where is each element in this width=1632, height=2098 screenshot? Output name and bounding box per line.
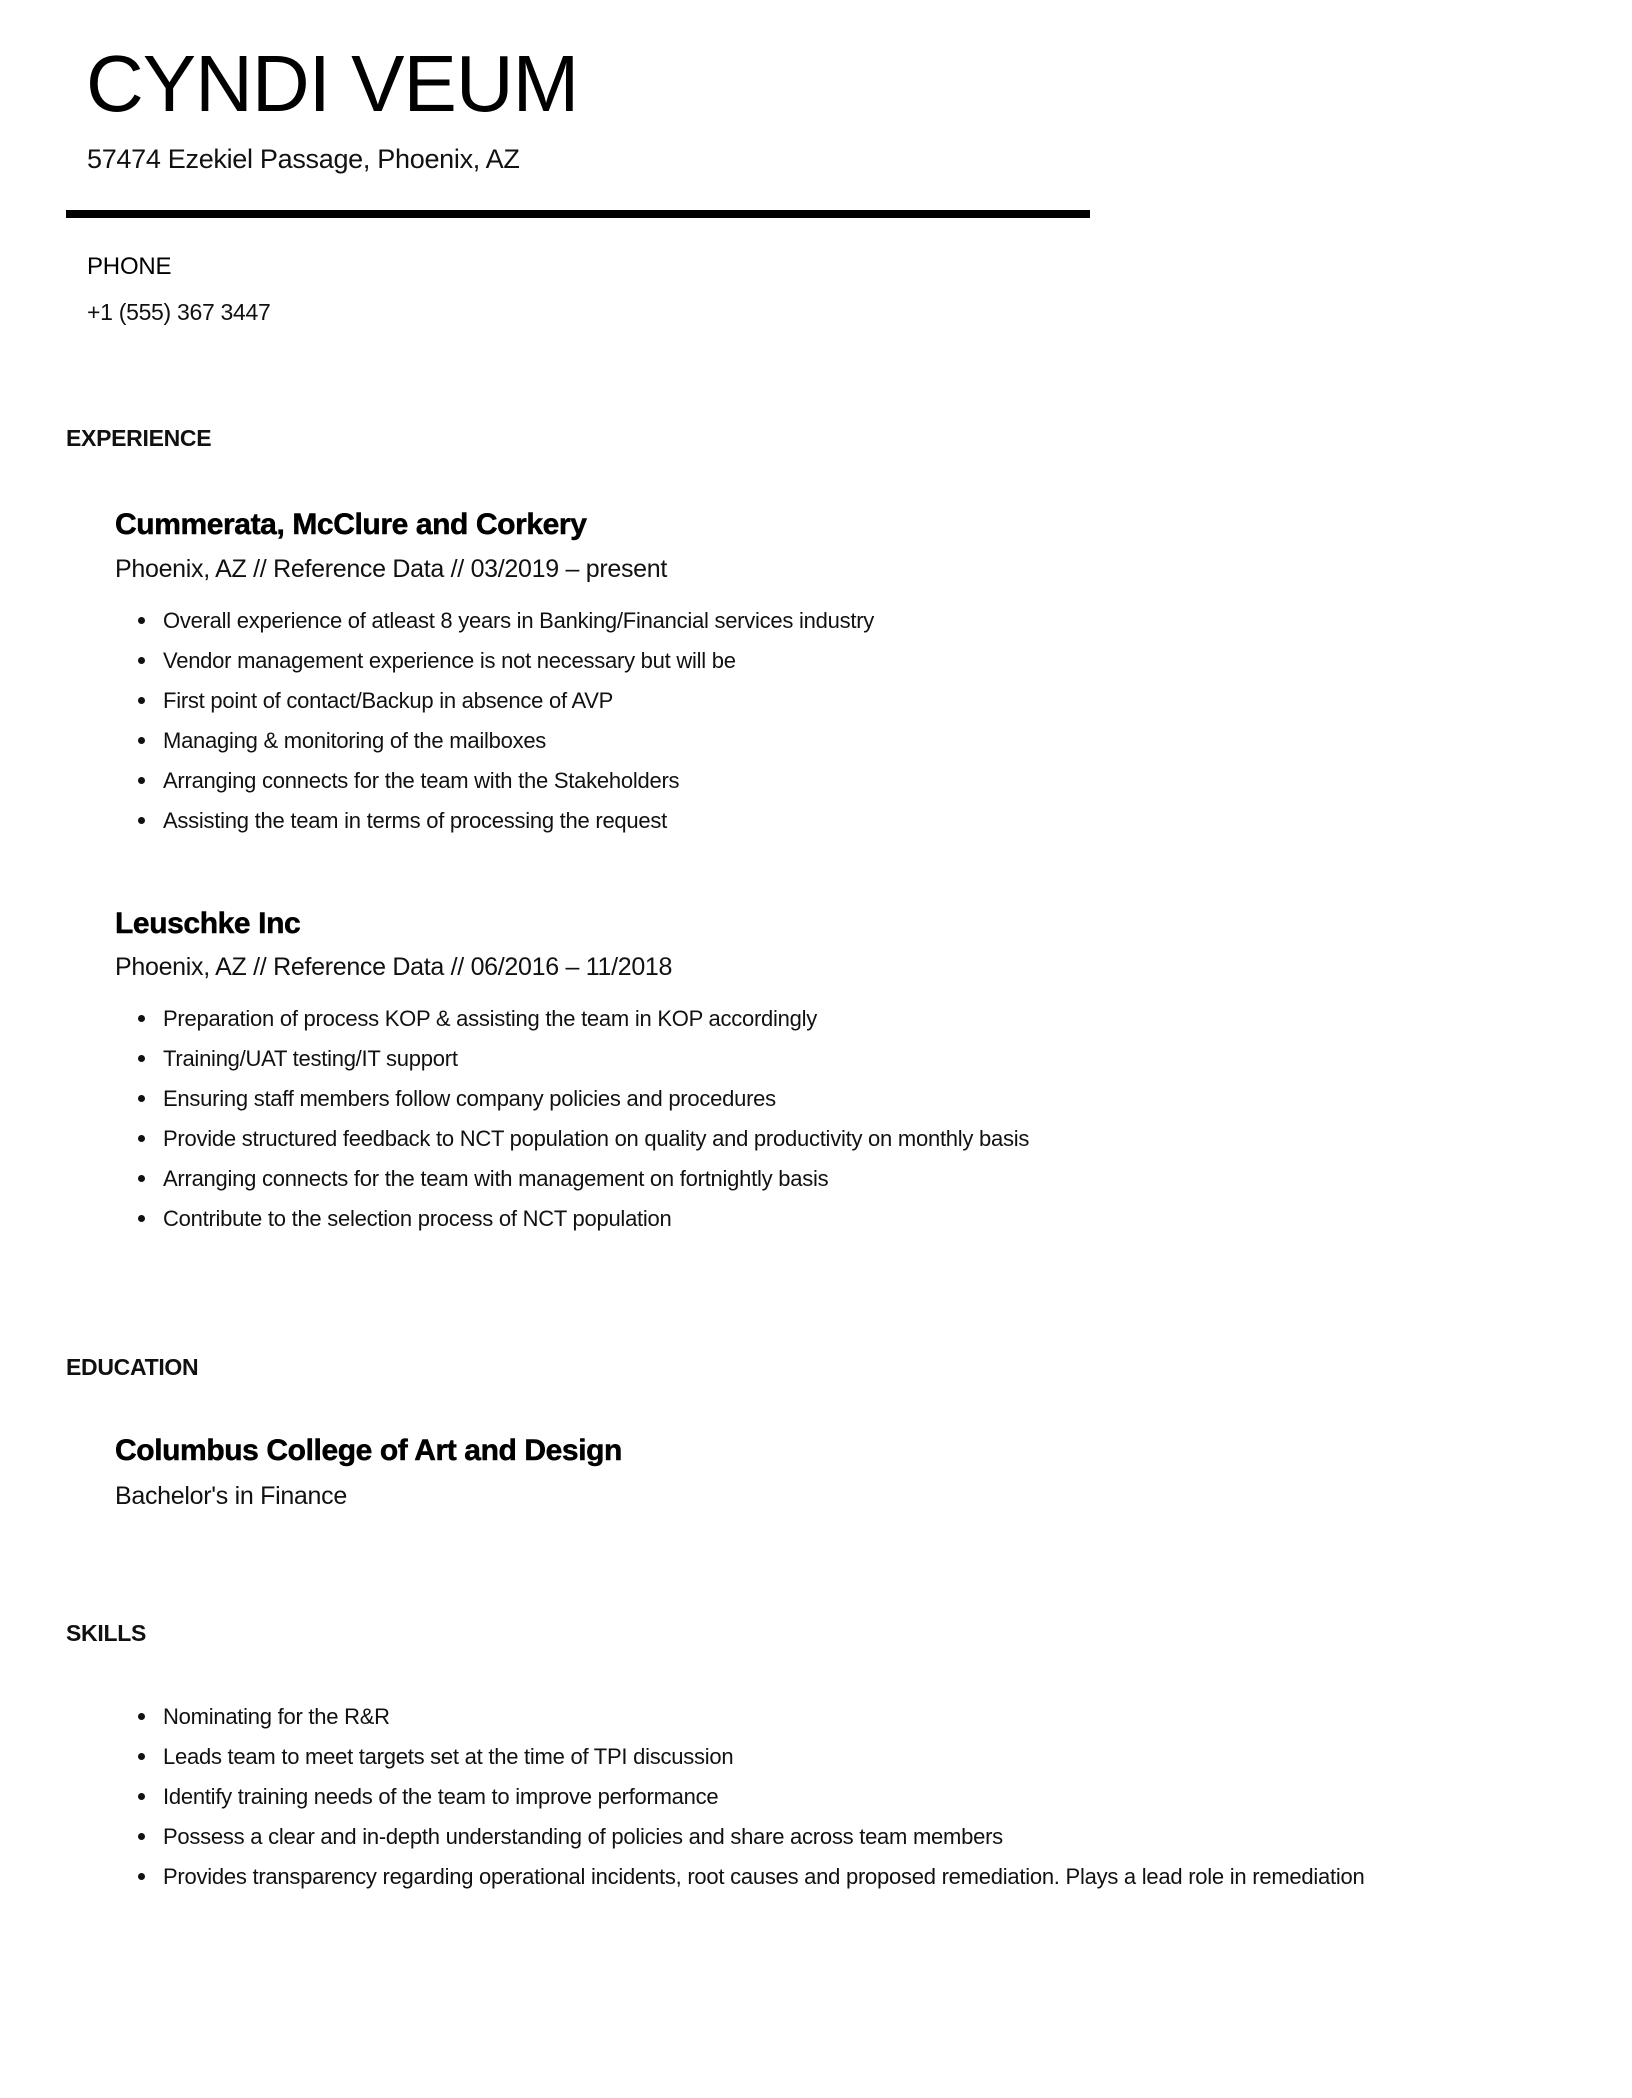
skills-heading: SKILLS xyxy=(66,1620,146,1646)
list-item-text: Provide structured feedback to NCT population on quality and productivity on monthly basis xyxy=(163,1126,1030,1151)
list-item-text: Leads team to meet targets set at the time of TPI discussion xyxy=(163,1744,734,1769)
bullet-icon xyxy=(138,1873,145,1880)
list-item xyxy=(163,1857,1463,1897)
bullet-icon xyxy=(138,1215,145,1222)
list-item-text: Nominating for the R&R xyxy=(163,1704,390,1729)
list-item xyxy=(163,1039,1463,1079)
list-item-text: Possess a clear and in-depth understanding of policies and share across team members xyxy=(163,1824,1003,1849)
bullet-icon xyxy=(138,1135,145,1142)
phone-value: +1 (555) 367 3447 xyxy=(87,299,271,325)
job-bullet-list xyxy=(163,601,1463,841)
bullet-icon xyxy=(138,1175,145,1182)
list-item xyxy=(163,1199,1463,1239)
bullet-icon xyxy=(138,1833,145,1840)
bullet-icon xyxy=(138,1753,145,1760)
bullet-icon xyxy=(138,1095,145,1102)
list-item-text: Contribute to the selection process of NCT population xyxy=(163,1206,672,1231)
list-item xyxy=(163,1777,1463,1817)
phone-label: PHONE xyxy=(87,253,172,280)
list-item-text: Preparation of process KOP & assisting the team in KOP accordingly xyxy=(163,1006,818,1031)
bullet-icon xyxy=(138,777,145,784)
job-company: Cummerata, McClure and Corkery xyxy=(115,508,587,541)
list-item-text: Training/UAT testing/IT support xyxy=(163,1046,458,1071)
list-item xyxy=(163,1159,1463,1199)
header-divider xyxy=(66,210,1090,218)
list-item-text: Arranging connects for the team with management on fortnightly basis xyxy=(163,1166,829,1191)
bullet-icon xyxy=(138,737,145,744)
list-item-text: First point of contact/Backup in absence of AVP xyxy=(163,688,614,713)
list-item xyxy=(163,999,1463,1039)
skills-list xyxy=(163,1697,1463,1897)
list-item-text: Ensuring staff members follow company policies and procedures xyxy=(163,1086,776,1111)
list-item xyxy=(163,1079,1463,1119)
list-item xyxy=(163,681,1463,721)
list-item xyxy=(163,1119,1463,1159)
list-item xyxy=(163,801,1463,841)
degree: Bachelor's in Finance xyxy=(115,1482,347,1510)
job-details: Phoenix, AZ // Reference Data // 03/2019 – present xyxy=(115,555,668,583)
list-item xyxy=(163,641,1463,681)
education-heading: EDUCATION xyxy=(66,1354,199,1380)
list-item-text: Overall experience of atleast 8 years in Banking/Financial services industry xyxy=(163,608,875,633)
school-name: Columbus College of Art and Design xyxy=(115,1434,622,1467)
list-item xyxy=(163,1697,1463,1737)
list-item xyxy=(163,761,1463,801)
list-item-text: Provides transparency regarding operational incidents, root causes and proposed remediation. Plays a lead role in remediation xyxy=(163,1864,1365,1889)
bullet-icon xyxy=(138,1055,145,1062)
list-item xyxy=(163,601,1463,641)
job-bullet-list xyxy=(163,999,1463,1239)
list-item-text: Vendor management experience is not necessary but will be xyxy=(163,648,736,673)
job-company: Leuschke Inc xyxy=(115,907,301,940)
list-item xyxy=(163,1817,1463,1857)
bullet-icon xyxy=(138,1015,145,1022)
job-details: Phoenix, AZ // Reference Data // 06/2016 – 11/2018 xyxy=(115,953,673,981)
list-item xyxy=(163,1737,1463,1777)
list-item-text: Arranging connects for the team with the Stakeholders xyxy=(163,768,680,793)
list-item-text: Managing & monitoring of the mailboxes xyxy=(163,728,547,753)
bullet-icon xyxy=(138,617,145,624)
experience-heading: EXPERIENCE xyxy=(66,425,212,451)
list-item xyxy=(163,721,1463,761)
candidate-name: CYNDI VEUM xyxy=(86,39,579,128)
bullet-icon xyxy=(138,1713,145,1720)
bullet-icon xyxy=(138,817,145,824)
bullet-icon xyxy=(138,657,145,664)
list-item-text: Identify training needs of the team to improve performance xyxy=(163,1784,719,1809)
bullet-icon xyxy=(138,1793,145,1800)
candidate-address: 57474 Ezekiel Passage, Phoenix, AZ xyxy=(87,144,520,174)
bullet-icon xyxy=(138,697,145,704)
list-item-text: Assisting the team in terms of processing the request xyxy=(163,808,667,833)
